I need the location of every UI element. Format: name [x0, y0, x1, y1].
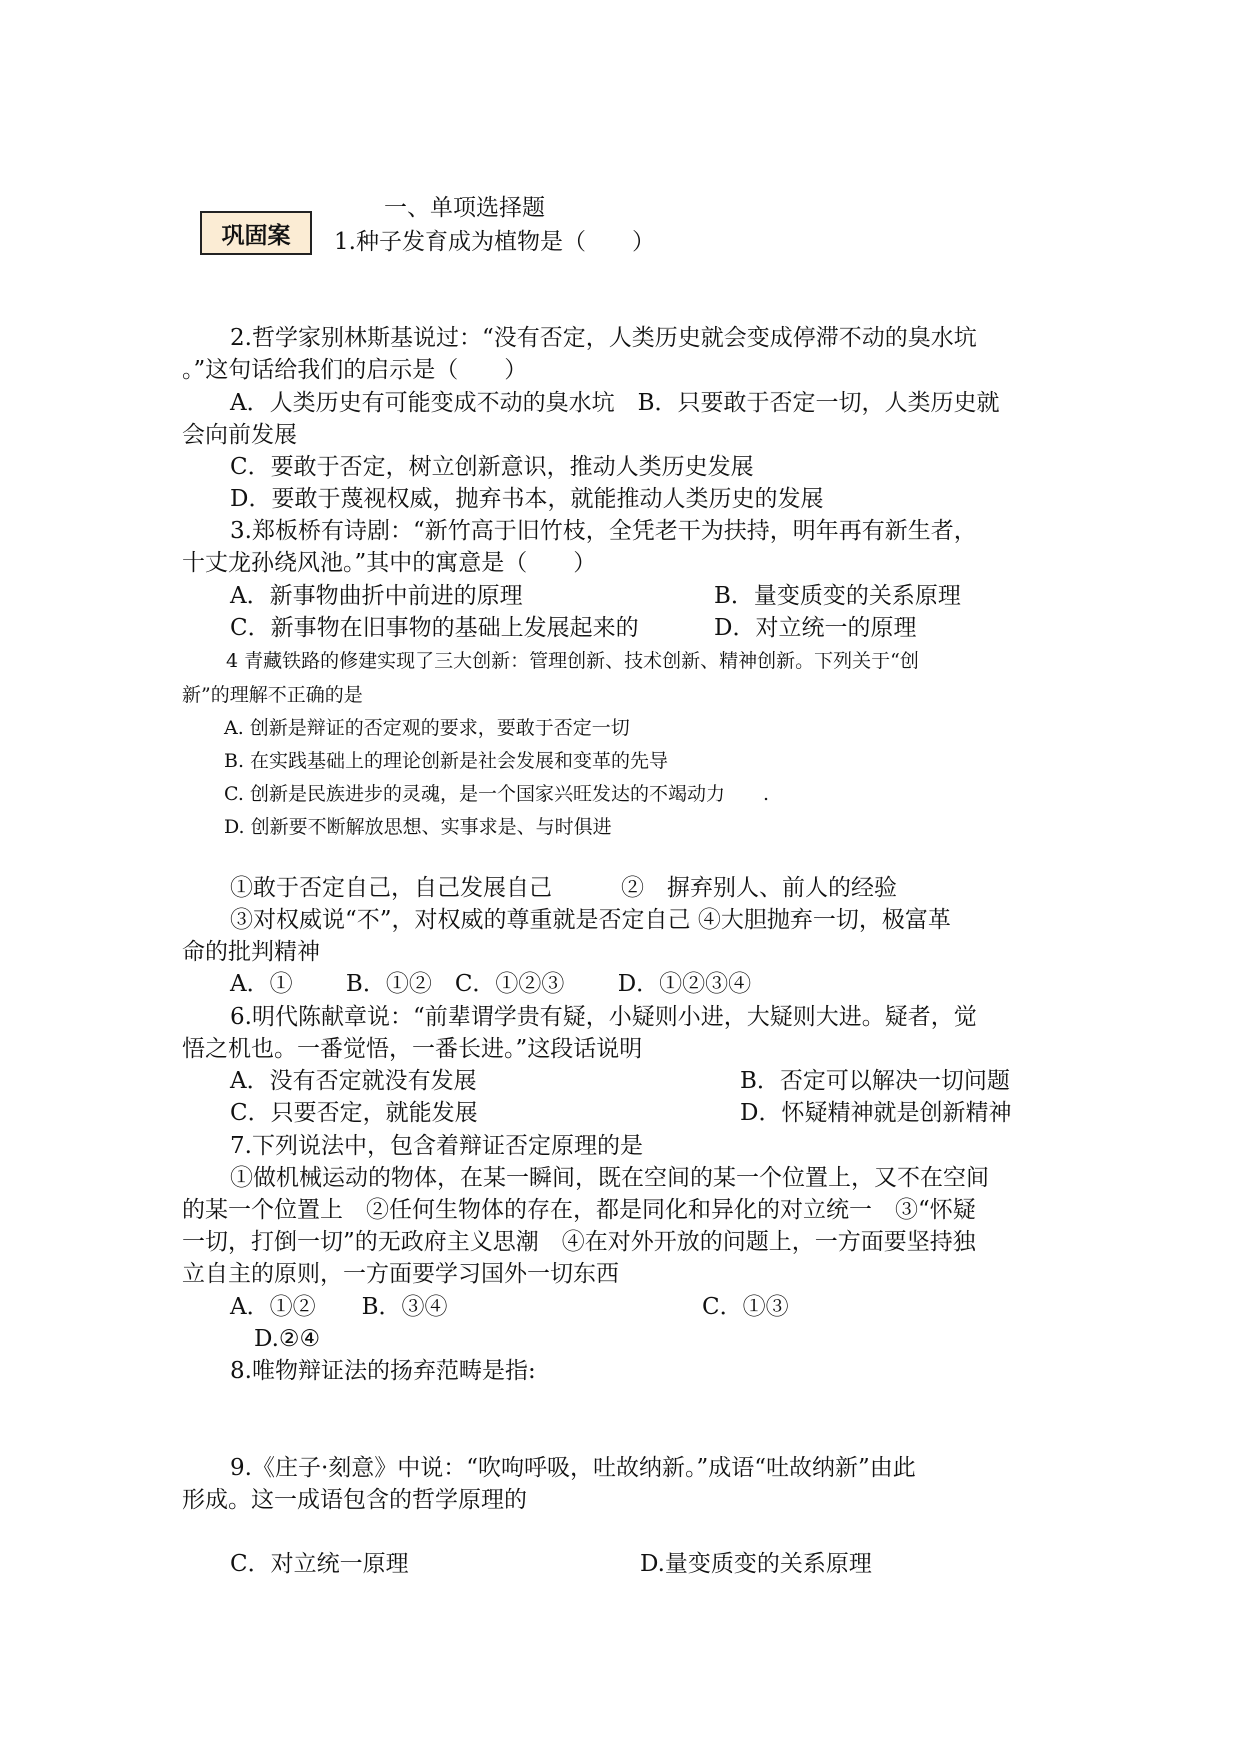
question-7-statement-line-4: 立自主的原则，一方面要学习国外一切东西 [182, 1261, 619, 1287]
question-4-option-b: B. 在实践基础上的理论创新是社会发展和变革的先导 [224, 750, 669, 772]
question-3-option-c: C．新事物在旧事物的基础上发展起来的 [230, 615, 639, 641]
question-4-option-d: D. 创新要不断解放思想、实事求是、与时俱进 [224, 816, 612, 838]
question-7-statement-line-2: 的某一个位置上 ②任何生物体的存在，都是同化和异化的对立统一 ③“怀疑 [182, 1197, 976, 1223]
question-6-line-2: 悟之机也。一番觉悟，一番长进。”这段话说明 [182, 1036, 643, 1062]
section-title: 一、单项选择题 [384, 195, 545, 221]
question-6-option-a: A．没有否定就没有发展 [230, 1068, 477, 1094]
question-5-statement-1-2: ①敢于否定自己，自己发展自己 ② 摒弃别人、前人的经验 [230, 875, 897, 901]
question-7-option-c: C．①③ [702, 1294, 789, 1320]
question-4-option-a: A. 创新是辩证的否定观的要求，要敢于否定一切 [224, 717, 630, 739]
question-2-option-d: D．要敢于蔑视权威，抛弃书本，就能推动人类历史的发展 [230, 486, 824, 512]
question-5-statement-4-cont: 命的批判精神 [182, 939, 320, 965]
question-5-statement-3-4: ③对权威说“不”，对权威的尊重就是否定自己 ④大胆抛弃一切，极富革 [230, 907, 951, 933]
question-2-option-c: C．要敢于否定，树立创新意识，推动人类历史发展 [230, 454, 754, 480]
question-2-line-1: 2.哲学家别林斯基说过：“没有否定，人类历史就会变成停滞不动的臭水坑 [230, 325, 977, 351]
question-4-line-1: 4 青藏铁路的修建实现了三大创新：管理创新、技术创新、精神创新。下列关于“创 [226, 650, 919, 672]
question-3-option-d: D．对立统一的原理 [714, 615, 917, 641]
question-7-statement-line-3: 一切，打倒一切”的无政府主义思潮 ④在对外开放的问题上，一方面要坚持独 [182, 1229, 976, 1255]
question-9-option-c: C．对立统一原理 [230, 1551, 409, 1577]
question-3-line-2: 十丈龙孙绕风池。”其中的寓意是（ ） [182, 550, 597, 576]
question-2-option-ab: A．人类历史有可能变成不动的臭水坑 B．只要敢于否定一切，人类历史就 [230, 390, 1000, 416]
question-2-line-2: 。”这句话给我们的启示是（ ） [182, 357, 528, 383]
question-7-line-1: 7.下列说法中，包含着辩证否定原理的是 [230, 1133, 643, 1159]
question-2-option-ab-cont: 会向前发展 [182, 422, 297, 448]
question-6-option-c: C．只要否定，就能发展 [230, 1100, 478, 1126]
question-6-option-b: B．否定可以解决一切问题 [740, 1068, 1010, 1094]
question-3-line-1: 3.郑板桥有诗剧：“新竹高于旧竹枝，全凭老干为扶持，明年再有新生者， [230, 518, 977, 544]
question-9-line-1: 9.《庄子·刻意》中说：“吹呴呼吸，吐故纳新。”成语“吐故纳新”由此 [230, 1455, 916, 1481]
question-8: 8.唯物辩证法的扬弃范畴是指: [230, 1358, 536, 1384]
question-3-option-a: A．新事物曲折中前进的原理 [230, 583, 523, 609]
question-5-options: A．① B．①② C．①②③ D．①②③④ [230, 971, 752, 997]
question-7-statement-line-1: ①做机械运动的物体，在某一瞬间，既在空间的某一个位置上，又不在空间 [230, 1165, 989, 1191]
question-6-line-1: 6.明代陈献章说：“前辈谓学贵有疑，小疑则小进，大疑则大进。疑者，觉 [230, 1004, 977, 1030]
question-9-line-2: 形成。这一成语包含的哲学原理的 [182, 1487, 527, 1513]
question-4-line-2: 新”的理解不正确的是 [182, 684, 363, 706]
section-badge: 巩固案 [200, 211, 312, 255]
question-7-option-d: D.②④ [254, 1326, 321, 1352]
question-7-option-ab: A．①② B．③④ [230, 1294, 448, 1320]
question-9-option-d: D.量变质变的关系原理 [640, 1551, 872, 1577]
question-1: 1.种子发育成为植物是（ ） [334, 229, 655, 255]
question-4-option-c: C. 创新是民族进步的灵魂，是一个国家兴旺发达的不竭动力 . [224, 783, 769, 805]
question-3-option-b: B．量变质变的关系原理 [714, 583, 961, 609]
question-6-option-d: D．怀疑精神就是创新精神 [740, 1100, 1012, 1126]
